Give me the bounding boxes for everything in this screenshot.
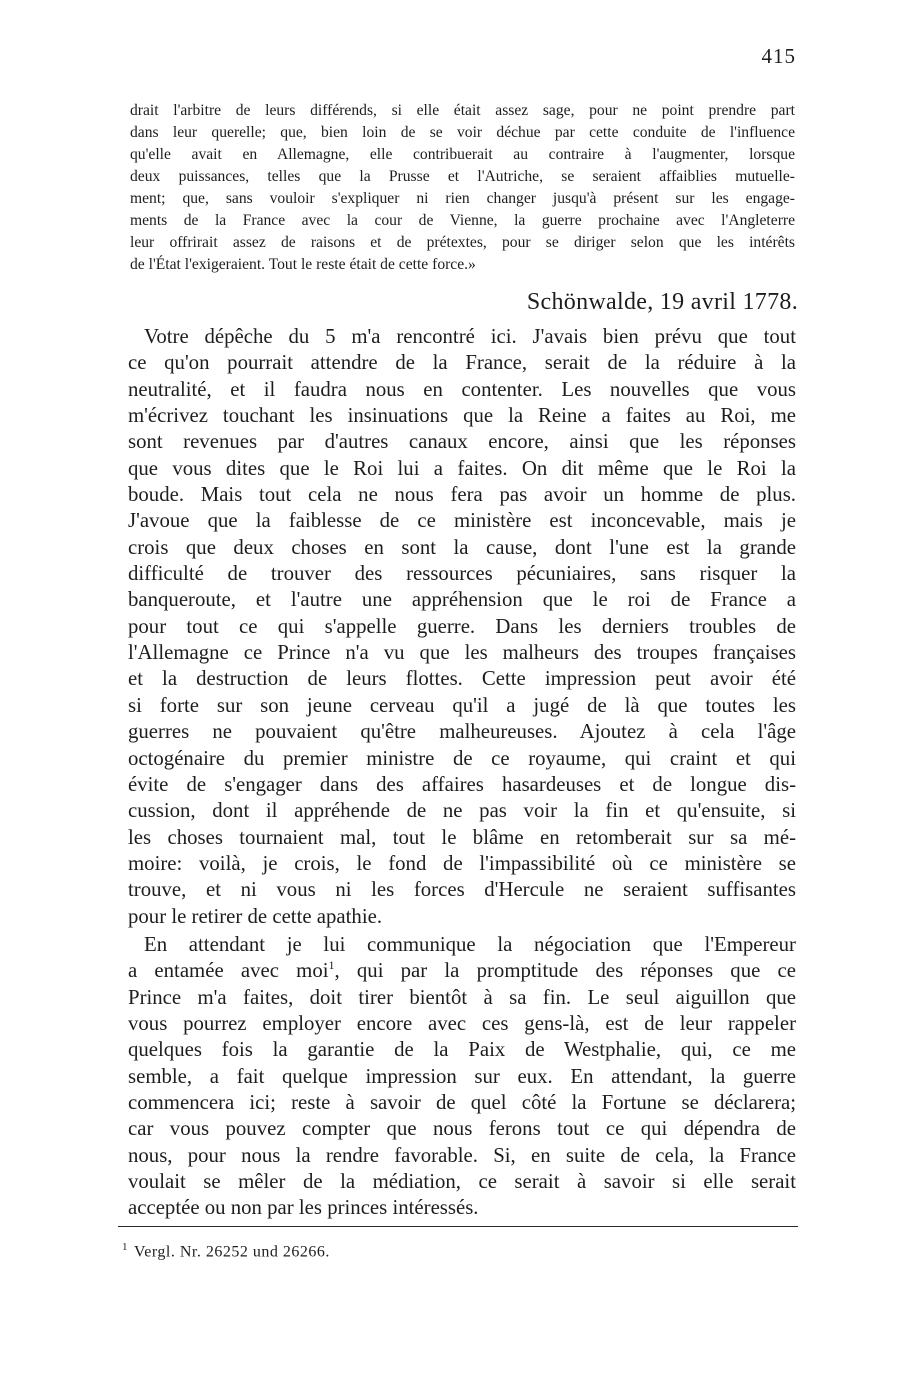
body-line: trouve, et ni vous ni les forces d'Hercule ne seraient suffisantes — [128, 878, 796, 902]
body-line: car vous pouvez compter que nous ferons tout ce qui dépendra de — [128, 1117, 796, 1141]
body-line: Prince m'a faites, doit tirer bientôt à sa fin. Le seul aiguillon que — [128, 985, 796, 1009]
body-line: Votre dépêche du 5 m'a rencontré ici. J'avais bien prévu que tout — [144, 325, 796, 348]
body-line-with-note — [128, 958, 796, 984]
body-line: difficulté de trouver des ressources pécuniaires, sans risquer la — [128, 562, 796, 586]
body-line: neutralité, et il faudra nous en contenter. Les nouvelles que vous — [128, 377, 796, 401]
quote-line: deux puissances, telles que la Prusse et l'Autriche, se seraient affaiblies mutuelle- — [130, 168, 795, 185]
quote-line: leur offrirait assez de raisons et de prétextes, pour se diriger selon que les intérêts — [130, 234, 795, 251]
body-line: octogénaire du premier ministre de ce royaume, qui craint et qui — [128, 746, 796, 770]
body-line: si forte sur son jeune cerveau qu'il a jugé de là que toutes les — [128, 693, 796, 717]
footnote-text: Vergl. Nr. 26252 und 26266. — [134, 1243, 330, 1261]
body-line: l'Allemagne ce Prince n'a vu que les malheurs des troupes françaises — [128, 641, 796, 665]
body-line: nous, pour nous la rendre favorable. Si, en suite de cela, la France — [128, 1143, 796, 1167]
body-line: J'avoue que la faiblesse de ce ministère est inconcevable, mais je — [128, 509, 796, 533]
body-line: quelques fois la garantie de la Paix de Westphalie, qui, ce me — [128, 1038, 796, 1062]
body-line: crois que deux choses en sont la cause, dont l'une est la grande — [128, 535, 796, 559]
body-line: m'écrivez touchant les insinuations que la Reine a faites au Roi, me — [128, 404, 796, 428]
body-line: pour tout ce qui s'appelle guerre. Dans les derniers troubles de — [128, 614, 796, 638]
body-line: pour le retirer de cette apathie. — [128, 904, 383, 928]
quote-line: de l'État l'exigeraient. Tout le reste était de cette force.» — [130, 256, 476, 273]
page-number: 415 — [761, 44, 796, 68]
body-line: semble, a fait quelque impression sur eux. En attendant, la guerre — [128, 1064, 796, 1088]
body-line: moire: voilà, je crois, le fond de l'impassibilité où ce ministère se — [128, 851, 796, 875]
body-line: boude. Mais tout cela ne nous fera pas avoir un homme de plus. — [128, 483, 796, 507]
footnote-divider — [118, 1226, 798, 1227]
quote-line: drait l'arbitre de leurs différends, si elle était assez sage, pour ne point prendre part — [130, 102, 795, 119]
body-line: acceptée ou non par les princes intéressés. — [128, 1196, 479, 1220]
body-line: sont revenues par d'autres canaux encore, ainsi que les réponses — [128, 430, 796, 454]
body-line: ce qu'on pourrait attendre de la France, serait de la réduire à la — [128, 351, 796, 375]
quote-line: dans leur querelle; que, bien loin de se voir déchue par cette conduite de l'influence — [130, 124, 795, 141]
footnote — [122, 1241, 330, 1261]
body-line: évite de s'engager dans des affaires hasardeuses et de longue dis- — [128, 772, 796, 796]
letter-body — [128, 324, 796, 1222]
quote-line: qu'elle avait en Allemagne, elle contribuerait au contraire à l'augmenter, lorsque — [130, 146, 795, 163]
body-line: guerres ne pouvaient qu'être malheureuses. Ajoutez à cela l'âge — [128, 720, 796, 744]
quoted-report-block — [130, 100, 795, 276]
body-line: En attendant je lui communique la négociation que l'Empereur — [144, 932, 796, 956]
body-line: vous pourrez employer encore avec ces gens-là, est de leur rappeler — [128, 1011, 796, 1035]
body-line: commencera ici; reste à savoir de quel côté la Fortune se déclarera; — [128, 1090, 796, 1114]
body-line: banqueroute, et l'autre une appréhension que le roi de France a — [128, 588, 796, 612]
letter-dateline: Schönwalde, 19 avril 1778. — [526, 289, 798, 315]
footnote-marker: 1 — [122, 1241, 128, 1253]
quote-line: ment; que, sans vouloir s'expliquer ni rien changer jusqu'à présent sur les engage- — [130, 190, 795, 207]
quote-line: ments de la France avec la cour de Vienne, la guerre prochaine avec l'Angleterre — [130, 212, 795, 229]
body-line: que vous dites que le Roi lui a faites. On dit même que le Roi la — [128, 456, 796, 480]
body-line: les choses tournaient mal, tout le blâme en retomberait sur sa mé- — [128, 825, 796, 849]
body-line: cussion, dont il appréhende de ne pas voir la fin et qu'ensuite, si — [128, 799, 796, 823]
footnote-reference[interactable]: 1 — [328, 958, 335, 973]
body-line: voulait se mêler de la médiation, ce serait à savoir si elle serait — [128, 1170, 796, 1193]
body-line: et la destruction de leurs flottes. Cette impression peut avoir été — [128, 667, 796, 691]
body-text: , qui par la promptitude des réponses que ce — [334, 959, 796, 983]
body-text: a entamée avec moi — [128, 959, 329, 983]
